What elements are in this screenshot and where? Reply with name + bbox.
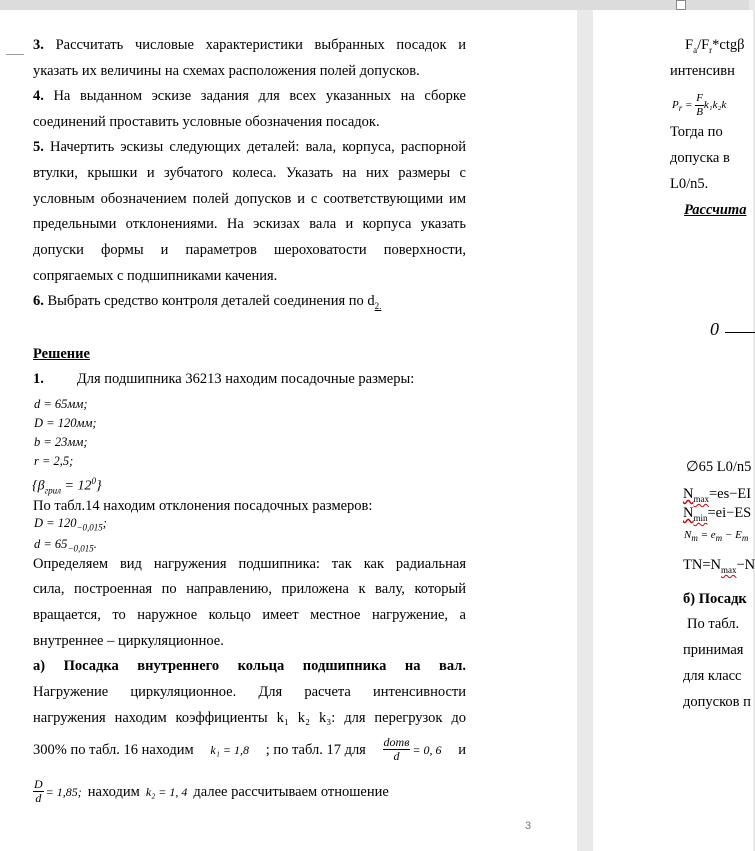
- right-fit-label: ∅65 L0/n5: [686, 459, 752, 475]
- load-line-3: вращается, то наружное кольцо имеет местное нагружение, а: [33, 607, 466, 623]
- crop-mark: [6, 54, 24, 55]
- tabl14-text: По табл.14 находим отклонения посадочных размеров:: [33, 498, 373, 514]
- item-4-line-1: 4. На выданном эскизе задания для всех указанных на сборке: [33, 88, 466, 104]
- right-line-tabl: По табл.: [687, 616, 740, 632]
- formula-beta: $\{\beta_{грил} = 12^0\}$: [32, 476, 102, 496]
- load-line-2: сила, построенная по направлению, приложена к валу, который: [33, 581, 466, 597]
- section-a-heading: а) Посадка внутреннего кольца подшипника на вал.: [33, 658, 466, 674]
- right-diagram-zero: 0: [710, 319, 719, 339]
- right-line-togda: Тогда по: [670, 124, 723, 140]
- right-formula-Pr: $P_r$ = $\frac{F}{B}$ k₁k₂k: [672, 92, 727, 118]
- item-5-line-1: 5. Начертить эскизы следующих деталей: вала, корпуса, распорной: [33, 139, 466, 155]
- document-page-left: [0, 10, 577, 851]
- item-5-line-4: предельными отклонениями. На эскизах вала и корпуса указать: [33, 216, 466, 232]
- right-line-ctg: $F_a/F_r*ctg\beta$: [685, 37, 745, 55]
- section-a-line-4: $\frac{D}{d}$ = 1,85; находим k₂ = 1, 4 далее рассчитываем отношение: [34, 777, 389, 805]
- section-a-line-2: нагружения находим коэффициенты k₁ k₂ k₃: для перегрузок до: [33, 710, 466, 726]
- formula-d-deviation: $d = 65_{-0,015}$.: [34, 537, 97, 554]
- formula-r: r = 2,5;: [34, 454, 74, 468]
- right-line-dopuskov: допусков п: [683, 694, 751, 710]
- item-3-line-2: указать их величины на схемах расположения полей допусков.: [33, 63, 420, 79]
- item-5-line-6: сопрягаемых с подшипниками качения.: [33, 268, 278, 284]
- right-nmin: $N_{min}=ei-ES$: [683, 505, 752, 523]
- item-5-line-3: условным обозначением полей допусков и с соответствующими им: [33, 191, 466, 207]
- step-1: 1. Для подшипника 36213 находим посадочные размеры:: [33, 371, 415, 387]
- right-tn: $TN=N_{max}-N$: [683, 557, 755, 575]
- page-boundary-marker: [676, 0, 686, 10]
- right-line-dopuska: допуска в: [670, 150, 730, 166]
- window-top-strip: [0, 0, 749, 10]
- formula-D: D = 120мм;: [34, 416, 97, 430]
- formula-b: b = 23мм;: [34, 435, 88, 449]
- section-a-line-1: Нагружение циркуляционное. Для расчета интенсивности: [33, 684, 466, 700]
- load-line-1: Определяем вид нагружения подшипника: так как радиальная: [33, 556, 466, 572]
- right-heading-b: б) Посадк: [683, 591, 747, 607]
- item-5-line-2: втулки, крышки и зубчатого колеса. Указать на них размеры с: [33, 165, 466, 181]
- right-line-intensity: интенсивн: [670, 63, 735, 79]
- load-line-4: внутреннее – циркуляционное.: [33, 633, 224, 649]
- right-nmax: $N_{max}=es-EI$: [683, 486, 752, 504]
- right-heading-calc: Рассчита: [684, 202, 747, 218]
- right-line-klass: для класс: [683, 668, 742, 684]
- right-line-fit: L0/n5.: [670, 176, 709, 192]
- item-3-line-1: 3. Рассчитать числовые характеристики выбранных посадок и: [33, 37, 466, 53]
- document-page-right: [593, 10, 753, 851]
- section-a-line-3: 300% по табл. 16 находим k₁ = 1,8 ; по табл. 17 для $\frac{\text{dотв}}{d}$ = 0, 6 и: [33, 735, 466, 763]
- formula-d: d = 65мм;: [34, 397, 88, 411]
- solution-heading: Решение: [33, 346, 90, 362]
- page-number: 3: [525, 820, 532, 832]
- item-5-line-5: допуски формы и параметров шероховатости поверхности,: [33, 242, 466, 258]
- right-nm: $N_m = e_m - E_m$: [684, 529, 749, 544]
- item-6: 6. Выбрать средство контроля деталей соединения по $d_{2.}$: [33, 293, 382, 311]
- right-diagram-zero-line: [725, 332, 755, 333]
- item-4-line-2: соединений проставить условные обозначения посадок.: [33, 114, 380, 130]
- formula-D-deviation: $D = 120_{-0,015}$;: [34, 516, 107, 533]
- right-line-prinimaya: принимая: [683, 642, 744, 658]
